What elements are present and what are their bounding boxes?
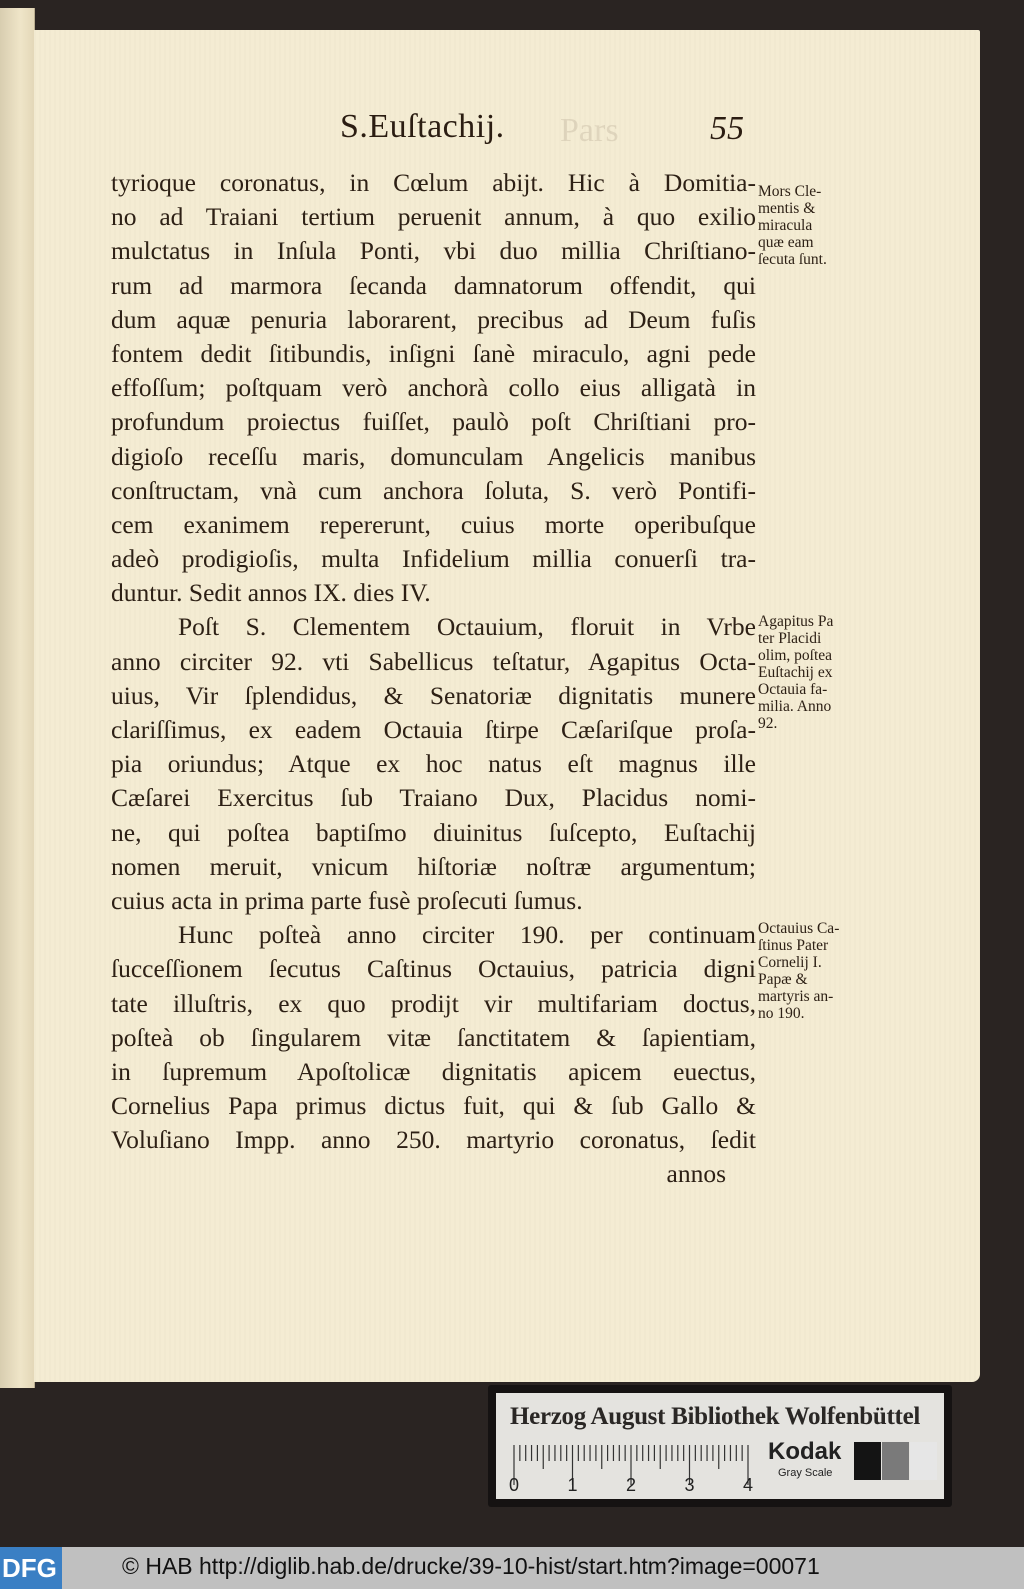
text-line: ſucceſſionem ſecutus Caſtinus Octauius, patricia digni [111, 954, 756, 984]
marginal-note-line: ſtinus Pater [758, 937, 829, 954]
ruler-label: 4 [743, 1475, 754, 1495]
text-line: Hunc poſteà anno circiter 190. per continuam [178, 920, 756, 950]
running-head: S.Euſtachij. [340, 108, 505, 145]
card-panel [496, 1393, 944, 1499]
marginal-note-line: quæ eam [758, 234, 814, 251]
ruler-labels [504, 1475, 754, 1497]
footer-bar [0, 1547, 1024, 1589]
text-line: anno circiter 92. vti Sabellicus teſtatur, Agapitus Octa- [111, 646, 756, 676]
kodak-logo: Kodak [768, 1438, 842, 1465]
text-line: Cornelius Papa primus dictus fuit, qui & ſub Gallo & [111, 1091, 756, 1121]
text-line: pia oriundus; Atque ex hoc natus eſt magnus ille [111, 749, 756, 779]
copyright-link[interactable]: © HAB http://diglib.hab.de/drucke/39-10-hist/start.htm?image=00071 [122, 1553, 820, 1579]
gray-scale-label: Gray Scale [778, 1467, 833, 1479]
text-line: no ad Traiani tertium peruenit annum, à quo exilio [111, 202, 756, 232]
marginal-note-line: ſecuta ſunt. [758, 251, 827, 268]
marginal-note-line: mentis & [758, 200, 816, 217]
text-line: tate illuſtris, ex quo prodijt vir multifariam doctus, [111, 988, 756, 1018]
ruler-label: 3 [684, 1475, 695, 1495]
marginal-note-line: Papæ & [758, 971, 808, 988]
marginal-note-line: Agapitus Pa [758, 613, 834, 630]
marginal-note-line: Cornelij I. [758, 954, 822, 971]
text-line: conſtructam, vnà cum anchora ſoluta, S. verò Pontifi- [111, 475, 756, 505]
facing-page-edge [0, 8, 35, 1388]
text-line: Poſt S. Clementem Octauium, floruit in Vrbe [178, 612, 756, 642]
text-line: annos [666, 1159, 726, 1189]
marginal-note-line: miracula [758, 217, 813, 234]
text-line: cem exanimem repererunt, cuius morte operibuſque [111, 509, 756, 539]
marginal-note-line: no 190. [758, 1005, 805, 1022]
marginal-note-line: 92. [758, 715, 778, 732]
text-line: cuius acta in prima parte fusè proſecuti ſumus. [111, 885, 583, 915]
text-line: fontem dedit ſitibundis, inſigni ſanè miraculo, agni pede [111, 338, 756, 368]
text-line: poſteà ob ſingularem vitæ ſanctitatem & ſapientiam, [111, 1022, 756, 1052]
gray-swatch [910, 1442, 937, 1480]
marginal-note-line: Mors Cle- [758, 183, 822, 200]
text-line: effoſſum; poſtquam verò anchorà collo eius alligatà in [111, 373, 756, 403]
marginal-note [758, 613, 868, 732]
ruler-label: 1 [567, 1475, 578, 1495]
marginal-note-line: Octauia fa- [758, 681, 828, 698]
text-line: digioſo receſſu maris, domunculam Angelicis manibus [111, 441, 756, 471]
text-line: in ſupremum Apoſtolicæ dignitatis apicem euectus, [111, 1056, 756, 1086]
text-line: Voluſiano Impp. anno 250. martyrio coronatus, ſedit [111, 1125, 756, 1155]
text-line: mulctatus in Inſula Ponti, vbi duo millia Chriſtiano- [111, 236, 756, 266]
marginal-note [758, 920, 868, 1022]
marginal-note-line: Octauius Ca- [758, 920, 840, 937]
marginal-note-line: Euſtachij ex [758, 664, 833, 681]
text-line: tyrioque coronatus, in Cœlum abijt. Hic à Domitia- [111, 168, 756, 197]
text-line: duntur. Sedit annos IX. dies IV. [111, 578, 431, 608]
marginal-note-line: olim, poſtea [758, 647, 833, 664]
dfg-logo: DFG [0, 1547, 62, 1589]
page-number: 55 [710, 110, 744, 147]
gray-swatch [882, 1442, 909, 1480]
marginal-note-line: martyris an- [758, 988, 834, 1005]
scan-color-card [488, 1385, 952, 1507]
marginal-note-line: ter Placidi [758, 630, 822, 647]
text-line: adeò prodigioſis, multa Infidelium millia conuerſi tra- [111, 544, 756, 574]
text-line: clariſſimus, ex eadem Octauia ſtirpe Cæſariſque proſa- [111, 715, 756, 744]
library-name: Herzog August Bibliothek Wolfenbüttel [510, 1403, 921, 1430]
text-line: Cæſarei Exercitus ſub Traiano Dux, Placidus nomi- [111, 783, 756, 813]
text-line: ne, qui poſtea baptiſmo diuinitus ſuſcepto, Euſtachij [111, 817, 756, 847]
show-through-text: Pars [560, 112, 619, 149]
text-line: uius, Vir ſplendidus, & Senatoriæ dignitatis munere [111, 680, 756, 710]
text-line: profundum proiectus fuiſſet, paulò poſt Chriſtiani pro- [111, 407, 756, 437]
ruler-label: 0 [509, 1475, 520, 1495]
gray-swatch [854, 1442, 881, 1480]
text-line: rum ad marmora ſecanda damnatorum offendit, qui [111, 270, 756, 300]
ruler-label: 2 [626, 1475, 637, 1495]
marginal-note-line: milia. Anno [758, 698, 832, 715]
text-line: dum aquæ penuria laborarent, precibus ad Deum fuſis [111, 304, 756, 334]
marginal-note [758, 183, 868, 268]
body-text [111, 166, 756, 1192]
text-line: nomen meruit, vnicum hiſtoriæ noſtræ argumentum; [111, 851, 756, 881]
